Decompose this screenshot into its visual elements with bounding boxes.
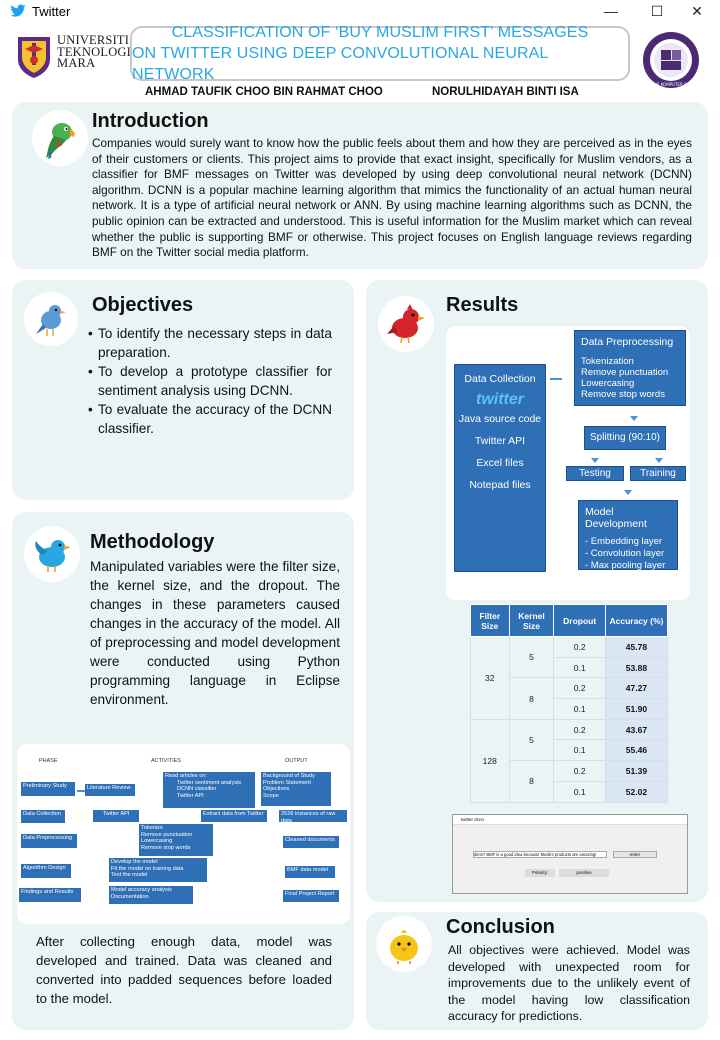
collection-step: Twitter API bbox=[474, 435, 526, 447]
kernel-cell: 5 bbox=[509, 637, 554, 678]
dropout-cell: 0.2 bbox=[554, 719, 605, 740]
objectives-panel bbox=[12, 280, 354, 500]
poster-title-line-1: CLASSIFICATION OF ‘BUY MUSLIM FIRST’ MESSAGES bbox=[171, 24, 589, 41]
university-line-1: UNIVERSITI bbox=[57, 33, 130, 47]
diagram-header-output: OUTPUT bbox=[285, 758, 308, 764]
preprocessing-item: Remove stop words bbox=[581, 389, 665, 400]
model-item: - Embedding layer bbox=[585, 536, 663, 547]
phase-box: Preliminary Study bbox=[21, 782, 75, 796]
filter-cell: 128 bbox=[471, 719, 510, 802]
findings-item: Model accuracy analysis bbox=[111, 887, 172, 893]
chick-icon bbox=[376, 916, 432, 972]
table-header: Dropout bbox=[554, 605, 605, 637]
kernel-cell: 5 bbox=[509, 719, 554, 760]
splitting-box: Splitting (90:10) bbox=[584, 426, 666, 450]
activity-box: Literature Review bbox=[85, 784, 135, 796]
filter-cell: 32 bbox=[471, 637, 510, 720]
algo-item: Fit the model on training data bbox=[111, 865, 184, 872]
diagram-header-activities: ACTIVITIES bbox=[151, 758, 181, 764]
flow-arrow bbox=[591, 458, 599, 463]
author-1: AHMAD TAUFIK CHOO BIN RAHMAT CHOO bbox=[145, 86, 383, 98]
accuracy-cell: 45.78 bbox=[605, 637, 667, 658]
objectives-list bbox=[88, 324, 332, 438]
accuracy-cell: 55.46 bbox=[605, 740, 667, 761]
results-title: Results bbox=[446, 294, 519, 316]
phase-box: Algorithm Design bbox=[21, 864, 71, 878]
close-button[interactable]: ✕ bbox=[691, 2, 703, 19]
articles-title: Read articles on: bbox=[165, 773, 207, 779]
blue-bird-icon bbox=[24, 292, 78, 346]
articles-item: Twitter sentiment analysis bbox=[177, 779, 242, 786]
data-preprocessing-box bbox=[574, 330, 686, 406]
dropout-cell: 0.1 bbox=[554, 657, 605, 678]
output-box: Cleaned documents bbox=[283, 836, 339, 848]
objective-item: • To develop a prototype classifier for sentiment analysis using DCNN. bbox=[88, 362, 332, 400]
output-item: Scope bbox=[263, 792, 279, 799]
phase-box: Data Preprocessing bbox=[21, 834, 77, 848]
results-flowchart bbox=[446, 326, 690, 600]
flow-arrow bbox=[655, 458, 663, 463]
table-header: Kernel Size bbox=[509, 605, 554, 637]
poster bbox=[0, 22, 720, 1040]
activity-box: Twitter API bbox=[93, 810, 139, 822]
accuracy-cell: 52.02 bbox=[605, 781, 667, 802]
accuracy-cell: 43.67 bbox=[605, 719, 667, 740]
conclusion-panel bbox=[366, 912, 708, 1030]
minimize-button[interactable]: — bbox=[604, 3, 618, 19]
activity-box-algorithm bbox=[109, 858, 207, 882]
dropout-cell: 0.1 bbox=[554, 781, 605, 802]
introduction-text: Companies would surely want to know how the public feels about them and how they are perceived as in the eyes of their customers or clients. This project aims to provide that exact insight, specifically for Muslim vendors, as a classifier for BMF messages on Twitter was developed by using deep convolutional neural network (DCNN) algorithm. DCNN is a popular machine learning algorithm that mimics the functionality of an actual human neural network. It is a type of artificial neural network or ANN. By using machine learning algorithms such as DCNN, the public opinion can be extracted and understood. This is useful information for the Muslim market which can reveal whether the public is supporting BMF or otherwise. This project focuses on English language reviews regarding BMF on the Twitter social media platform. bbox=[92, 136, 692, 260]
mock-input[interactable]: dims? BMF is a good idea because Muslim products are amazing! bbox=[473, 851, 607, 858]
preprocessing-item: Tokenization bbox=[581, 356, 634, 367]
twitter-logo: twitter bbox=[476, 391, 524, 408]
phase-box: Findings and Results bbox=[19, 888, 81, 902]
accuracy-table bbox=[470, 604, 668, 803]
testing-box: Testing bbox=[566, 466, 624, 481]
objective-item: • To identify the necessary steps in data preparation. bbox=[88, 324, 332, 362]
articles-item: DCNN classifier bbox=[177, 786, 217, 793]
preprocessing-item: Lowercasing bbox=[581, 378, 635, 389]
faculty-logo bbox=[630, 30, 712, 90]
output-item: Objectives bbox=[263, 786, 290, 793]
model-development-box bbox=[578, 500, 678, 570]
output-box: BMF data model bbox=[285, 866, 335, 878]
uitm-crest-icon bbox=[14, 33, 54, 79]
faculty-logo-text: FAKULTI SAINS KOMPUTER & MATEMATIK bbox=[630, 82, 712, 87]
collection-step: Excel files bbox=[476, 457, 524, 469]
algo-item: Test the model bbox=[111, 872, 148, 879]
methodology-title: Methodology bbox=[90, 531, 215, 553]
model-item: - Convolution layer bbox=[585, 548, 665, 559]
flow-arrow bbox=[77, 790, 85, 792]
mock-enter-button[interactable]: enter bbox=[613, 851, 657, 858]
dropout-cell: 0.2 bbox=[554, 678, 605, 699]
conclusion-title: Conclusion bbox=[446, 916, 555, 938]
prep-item: Remove stop words bbox=[141, 844, 191, 851]
data-collection-title: Data Collection bbox=[464, 373, 536, 385]
kernel-cell: 8 bbox=[509, 761, 554, 802]
app-screenshot bbox=[452, 814, 688, 894]
maximize-button[interactable]: ☐ bbox=[650, 2, 664, 19]
activity-box: Extract data from Twitter bbox=[201, 810, 267, 822]
accuracy-cell: 51.39 bbox=[605, 761, 667, 782]
findings-item: Documentation bbox=[111, 893, 149, 900]
output-box: Final Project Report bbox=[283, 890, 339, 902]
articles-item: Twitter API bbox=[177, 792, 204, 799]
dropout-cell: 0.1 bbox=[554, 699, 605, 720]
university-line-3: MARA bbox=[57, 56, 96, 70]
mock-polarity-label: Polarity: bbox=[525, 869, 555, 877]
prep-item: Lowercasing bbox=[141, 838, 173, 845]
output-item: Background of Study bbox=[263, 773, 315, 779]
window-title: Twitter bbox=[32, 3, 71, 19]
table-header: Accuracy (%) bbox=[605, 605, 667, 637]
university-name bbox=[57, 35, 131, 70]
introduction-panel bbox=[12, 102, 708, 269]
accuracy-cell: 51.90 bbox=[605, 699, 667, 720]
results-panel bbox=[366, 280, 708, 902]
flow-arrow bbox=[624, 490, 632, 495]
dropout-cell: 0.2 bbox=[554, 761, 605, 782]
phase-box: Data Collection bbox=[21, 810, 65, 823]
kernel-cell: 8 bbox=[509, 678, 554, 719]
diagram-header-phase: PHASE bbox=[39, 758, 58, 764]
objective-item: • To evaluate the accuracy of the DCNN classifier. bbox=[88, 400, 332, 438]
methodology-text: Manipulated variables were the filter size, the kernel size, and the dropout. The changes in these parameters caused changes in the accuracy of the model. All of preprocessing and model development were conducted using Python programming language in Eclipse environment. bbox=[90, 559, 340, 707]
methodology-caption: After collecting enough data, model was developed and trained. Data was cleaned and converted into padded sequences before loaded to the model. bbox=[36, 934, 332, 1006]
dropout-cell: 0.1 bbox=[554, 740, 605, 761]
poster-title-line-2: ON TWITTER USING DEEP CONVOLUTIONAL NEURAL NETWORK bbox=[132, 45, 548, 83]
introduction-title: Introduction bbox=[92, 110, 209, 132]
mock-title: twitter dcnn bbox=[453, 815, 687, 825]
activity-box-findings bbox=[109, 886, 193, 904]
data-collection-box bbox=[454, 364, 546, 572]
cyan-bird-icon bbox=[24, 526, 80, 582]
activity-box-articles bbox=[163, 772, 255, 808]
red-bird-icon bbox=[378, 296, 434, 352]
table-header: Filter Size bbox=[471, 605, 510, 637]
mock-polarity-value: positive bbox=[559, 869, 609, 877]
training-box: Training bbox=[630, 466, 686, 481]
accuracy-cell: 53.88 bbox=[605, 657, 667, 678]
parrot-icon bbox=[32, 110, 88, 166]
twitter-bird-icon bbox=[10, 4, 26, 18]
accuracy-cell: 47.27 bbox=[605, 678, 667, 699]
preprocessing-title: Data Preprocessing bbox=[581, 336, 674, 348]
model-title: Model Development bbox=[585, 506, 647, 530]
flow-arrow bbox=[550, 378, 562, 380]
objectives-title: Objectives bbox=[92, 294, 194, 316]
collection-step: Java source code bbox=[458, 413, 542, 425]
activity-box-preprocessing bbox=[139, 824, 213, 856]
prep-item: Remove punctuation bbox=[141, 831, 193, 838]
poster-title-box bbox=[130, 26, 630, 81]
title-bar bbox=[0, 0, 720, 22]
output-box: 2526 instances of raw data bbox=[279, 810, 347, 822]
methodology-diagram bbox=[17, 744, 350, 924]
output-item: Problem Statement bbox=[263, 779, 311, 786]
algo-item: Develop the model bbox=[111, 859, 158, 865]
model-item: - Max pooling layer bbox=[585, 560, 666, 571]
flow-arrow bbox=[630, 416, 638, 421]
conclusion-text: All objectives were achieved. Model was developed with unexpected room for improvements due to the unlikely event of the model having low classification accuracy for predictions. bbox=[448, 943, 690, 1023]
author-2: NORULHIDAYAH BINTI ISA bbox=[432, 86, 579, 98]
prep-item: Tokenize bbox=[141, 825, 164, 831]
university-line-2: TEKNOLOGI bbox=[57, 44, 132, 59]
preprocessing-item: Remove punctuation bbox=[581, 367, 669, 378]
output-box bbox=[261, 772, 331, 806]
dropout-cell: 0.2 bbox=[554, 637, 605, 658]
collection-step: Notepad files bbox=[469, 479, 531, 491]
methodology-panel bbox=[12, 512, 354, 1030]
